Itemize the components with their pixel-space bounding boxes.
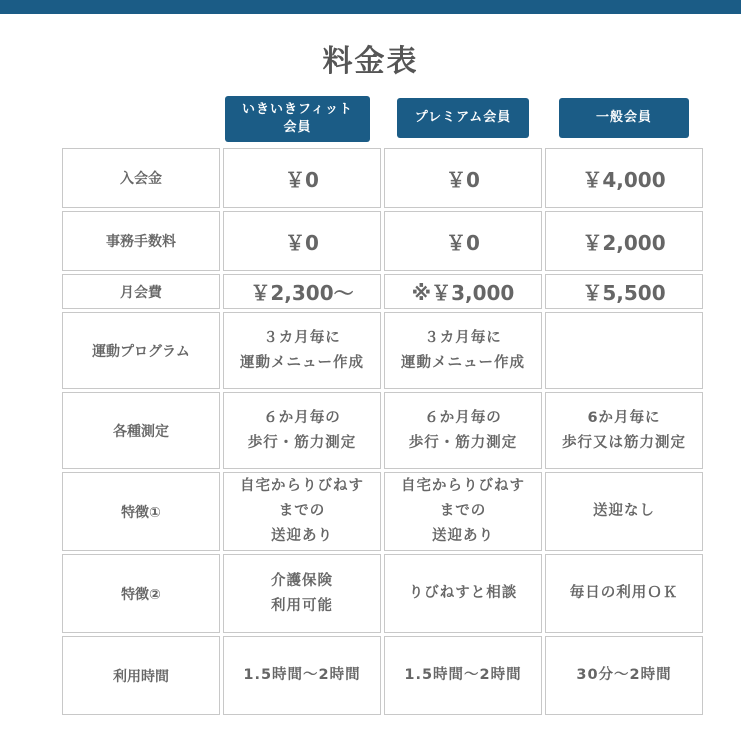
cell-ikiiki [223, 392, 381, 469]
cell-premium: 1.5時間～2時間 [384, 636, 542, 715]
table-row [62, 312, 703, 389]
cell-line: 運動メニュー作成 [401, 354, 525, 371]
plan-header-premium [397, 98, 529, 138]
table-row [62, 636, 703, 715]
table-row [62, 392, 703, 469]
cell-line: までの [278, 503, 326, 519]
cell-line: 自宅からりびねす [401, 478, 525, 494]
cell-general: 30分～2時間 [545, 636, 703, 715]
cell-general [545, 392, 703, 469]
row-label: 特徴② [62, 554, 220, 633]
cell-line: ３カ月毎に [424, 329, 502, 346]
plan-header-label: プレミアム会員 [414, 110, 512, 125]
cell-line: 運動メニュー作成 [240, 354, 364, 371]
table-row [62, 472, 703, 551]
cell-line: までの [439, 503, 487, 519]
cell-line: 送迎あり [432, 528, 494, 544]
cell-ikiiki: 1.5時間～2時間 [223, 636, 381, 715]
cell-ikiiki [223, 472, 381, 551]
cell-line: 利用可能 [271, 597, 333, 614]
table-row [62, 211, 703, 271]
cell-general: ￥2,000 [545, 211, 703, 271]
cell-line: 6か月毎に [587, 409, 661, 426]
row-label: 各種測定 [62, 392, 220, 469]
cell-line: 歩行・筋力測定 [247, 434, 357, 451]
table-row [62, 148, 703, 208]
cell-premium [384, 392, 542, 469]
cell-premium: ￥0 [384, 211, 542, 271]
cell-ikiiki [223, 312, 381, 389]
cell-ikiiki: ￥2,300～ [223, 274, 381, 309]
cell-ikiiki [223, 554, 381, 633]
table-row [62, 554, 703, 633]
plan-header-general [559, 98, 689, 138]
cell-line: ３カ月毎に [263, 329, 341, 346]
cell-line: 歩行・筋力測定 [408, 434, 518, 451]
row-label: 事務手数料 [62, 211, 220, 271]
plan-header-label: 一般会員 [595, 110, 652, 125]
plan-header-label: いきいきフィット [242, 102, 353, 117]
cell-general: ￥4,000 [545, 148, 703, 208]
row-label: 月会費 [62, 274, 220, 309]
row-label: 入会金 [62, 148, 220, 208]
cell-general: 送迎なし [545, 472, 703, 551]
row-label: 運動プログラム [62, 312, 220, 389]
cell-general: 毎日の利用ＯＫ [545, 554, 703, 633]
cell-premium: りびねすと相談 [384, 554, 542, 633]
cell-line: ６か月毎の [263, 409, 341, 426]
cell-premium [384, 312, 542, 389]
table-row [62, 274, 703, 309]
cell-line: 自宅からりびねす [240, 478, 364, 494]
page-title: 料金表 [322, 44, 419, 79]
cell-line: 介護保険 [271, 572, 333, 589]
cell-ikiiki: ￥0 [223, 211, 381, 271]
cell-line: ６か月毎の [424, 409, 502, 426]
cell-ikiiki: ￥0 [223, 148, 381, 208]
cell-premium [384, 472, 542, 551]
cell-general-empty [545, 312, 703, 389]
cell-premium: ※￥3,000 [384, 274, 542, 309]
row-label: 利用時間 [62, 636, 220, 715]
cell-premium: ￥0 [384, 148, 542, 208]
row-label: 特徴① [62, 472, 220, 551]
plan-header-label-line2: 会員 [283, 120, 312, 135]
cell-line: 送迎あり [271, 528, 333, 544]
cell-line: 歩行又は筋力測定 [562, 434, 686, 451]
top-bar [0, 0, 741, 14]
cell-general: ￥5,500 [545, 274, 703, 309]
plan-header-ikiiki-fit [225, 96, 370, 142]
